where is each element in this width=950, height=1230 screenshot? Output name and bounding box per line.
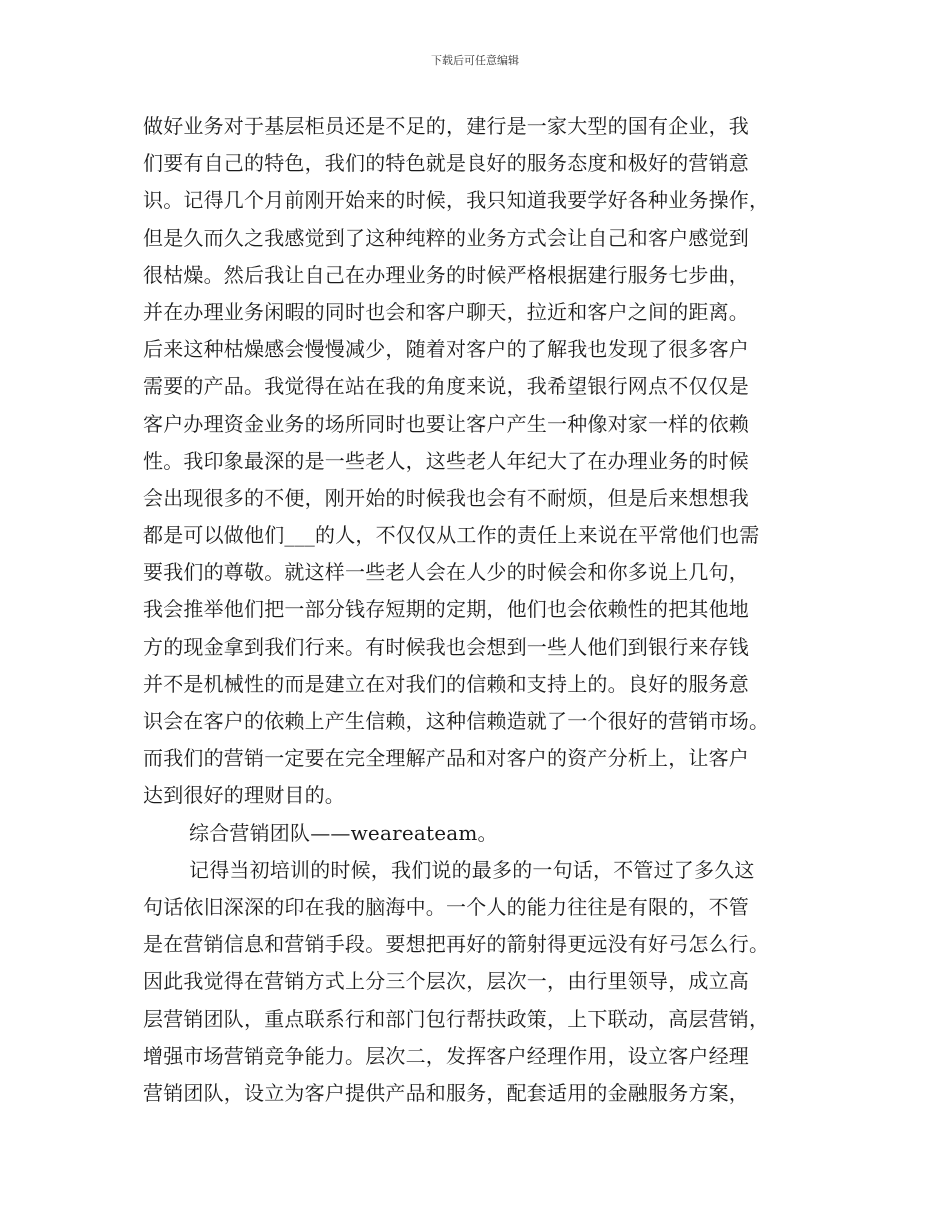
text-line: 都是可以做他们___的人，不仅仅从工作的责任上来说在平常他们也需 — [143, 523, 760, 548]
text-line: 句话依旧深深的印在我的脑海中。一个人的能力往往是有限的，不管 — [143, 894, 749, 919]
text-line: 并不是机械性的而是建立在对我们的信赖和支持上的。良好的服务意 — [143, 671, 749, 696]
text-line: 增强市场营销竞争能力。层次二，发挥客户经理作用，设立客户经理 — [143, 1043, 749, 1068]
text-line: 客户办理资金业务的场所同时也要让客户产生一种像对家一样的依赖 — [143, 411, 749, 436]
text-line: 要我们的尊敬。就这样一些老人会在人少的时候会和你多说上几句， — [143, 560, 749, 585]
text-line: 层营销团队，重点联系行和部门包行帮扶政策，上下联动，高层营销， — [143, 1006, 770, 1031]
text-line: 需要的产品。我觉得在站在我的角度来说，我希望银行网点不仅仅是 — [143, 374, 749, 399]
text-line: 识。记得几个月前刚开始来的时候，我只知道我要学好各种业务操作， — [143, 188, 770, 213]
text-line: 因此我觉得在营销方式上分三个层次，层次一，由行里领导，成立高 — [143, 969, 749, 994]
text-line: 营销团队，设立为客户提供产品和服务，配套适用的金融服务方案， — [143, 1080, 749, 1105]
text-line: 识会在客户的依赖上产生信赖，这种信赖造就了一个很好的营销市场。 — [143, 709, 770, 733]
text-line: 达到很好的理财目的。 — [143, 783, 345, 808]
text-line: 做好业务对于基层柜员还是不足的，建行是一家大型的国有企业，我 — [143, 114, 749, 138]
text-line: 我会推举他们把一部分钱存短期的定期，他们也会依赖性的把其他地 — [143, 597, 749, 622]
text-line: 是在营销信息和营销手段。要想把再好的箭射得更远没有好弓怎么行。 — [143, 932, 770, 957]
page-header: 下载后可任意编辑 — [431, 54, 519, 67]
text-line: 后来这种枯燥感会慢慢减少，随着对客户的了解我也发现了很多客户 — [143, 337, 749, 362]
text-line: 很枯燥。然后我让自己在办理业务的时候严格根据建行服务七步曲， — [143, 262, 749, 287]
text-line: 但是久而久之我感觉到了这种纯粹的业务方式会让自己和客户感觉到 — [143, 225, 749, 250]
text-line: 方的现金拿到我们行来。有时候我也会想到一些人他们到银行来存钱 — [143, 634, 749, 659]
text-line: 而我们的营销一定要在完全理解产品和对客户的资产分析上，让客户 — [143, 746, 749, 771]
text-line: 记得当初培训的时候，我们说的最多的一句话，不管过了多久这 — [189, 857, 755, 882]
text-line: 会出现很多的不便，刚开始的时候我也会有不耐烦，但是后来想想我 — [143, 485, 749, 510]
text-line: 综合营销团队——weareateam。 — [189, 820, 498, 845]
text-line: 并在办理业务闲暇的同时也会和客户聊天，拉近和客户之间的距离。 — [143, 299, 749, 324]
body-text — [143, 108, 813, 1112]
text-line: 性。我印象最深的是一些老人，这些老人年纪大了在办理业务的时候 — [143, 448, 749, 473]
text-line: 们要有自己的特色，我们的特色就是良好的服务态度和极好的营销意 — [143, 151, 749, 176]
